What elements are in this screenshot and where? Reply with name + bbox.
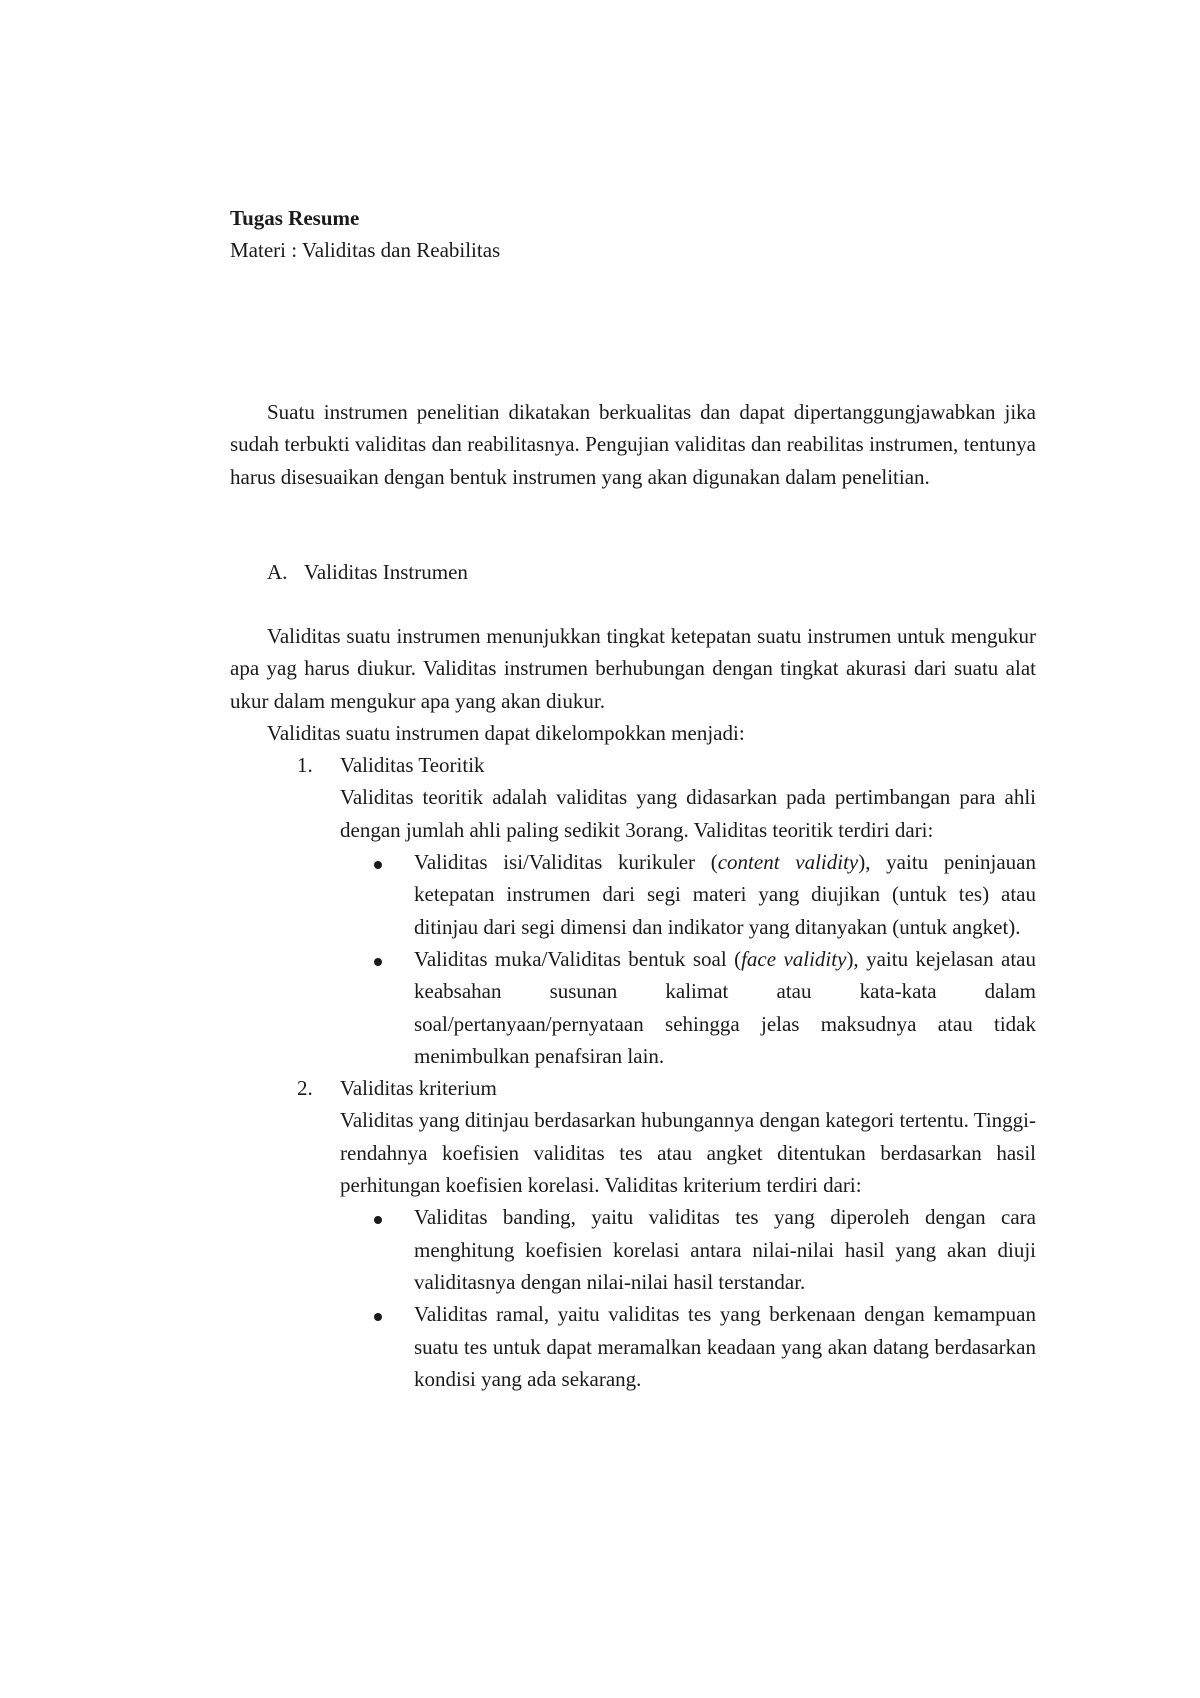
bullet-icon bbox=[374, 1298, 382, 1330]
section-a-body bbox=[230, 620, 1036, 1395]
section-heading: Validitas Instrumen bbox=[304, 560, 468, 584]
list-item-title bbox=[230, 749, 1036, 781]
intro-paragraph: Suatu instrumen penelitian dikatakan berkualitas dan dapat dipertanggungjawabkan jika sudah terbukti validitas dan reabilitasnya. Pengujian validitas dan reabilitas instrumen, tentunya harus disesuaikan dengan bentuk instrumen yang akan digunakan dalam penelitian. bbox=[230, 400, 1036, 489]
bullet-item: Validitas banding, yaitu validitas tes yang diperoleh dengan cara menghitung koefisien korelasi antara nilai-nilai hasil yang akan diuji validitasnya dengan nilai-nilai hasil terstandar. bbox=[230, 1201, 1036, 1298]
bullet-icon bbox=[374, 943, 382, 975]
list-item-desc: Validitas teoritik adalah validitas yang didasarkan pada pertimbangan para ahli dengan jumlah ahli paling sedikit 3orang. Validitas teoritik terdiri dari: bbox=[340, 785, 1036, 842]
bullet-item: Validitas isi/Validitas kurikuler (content validity), yaitu peninjauan ketepatan instrumen dari segi materi yang diujikan (untuk tes) atau ditinjau dari segi dimensi dan indikator yang ditanyakan (untuk angket). bbox=[230, 846, 1036, 943]
list-item-heading: Validitas kriterium bbox=[340, 1076, 497, 1101]
bullet-icon bbox=[374, 1201, 382, 1233]
list-item-title bbox=[230, 1072, 1036, 1104]
bullet-icon bbox=[374, 846, 382, 878]
list-item-heading: Validitas Teoritik bbox=[340, 753, 485, 778]
bullet-item: Validitas muka/Validitas bentuk soal (face validity), yaitu kejelasan atau keabsahan susunan kalimat atau kata-kata dalam soal/pertanyaan/pernyataan sehingga jelas maksudnya atau tidak menimbulkan penafsiran lain. bbox=[230, 943, 1036, 1072]
section-lead: Validitas suatu instrumen dapat dikelompokkan menjadi: bbox=[267, 720, 745, 745]
document-subtitle: Materi : Validitas dan Reabilitas bbox=[230, 238, 501, 263]
section-paragraph: Validitas suatu instrumen menunjukkan tingkat ketepatan suatu instrumen untuk mengukur apa yag harus diukur. Validitas instrumen berhubungan dengan tingkat akurasi dari suatu alat ukur dalam mengukur apa yang akan diukur. bbox=[230, 624, 1036, 713]
list-number: 1. bbox=[297, 753, 313, 778]
section-a-heading bbox=[230, 556, 1036, 588]
bullet-item: Validitas ramal, yaitu validitas tes yang berkenaan dengan kemampuan suatu tes untuk dapat meramalkan keadaan yang akan datang berdasarkan kondisi yang ada sekarang. bbox=[230, 1298, 1036, 1395]
list-number: 2. bbox=[297, 1076, 313, 1101]
section-marker: A. bbox=[267, 560, 288, 584]
list-item-desc: Validitas yang ditinjau berdasarkan hubungannya dengan kategori tertentu. Tinggi-rendahnya koefisien validitas tes atau angket ditentukan berdasarkan hasil perhitungan koefisien korelasi. Validitas kriterium terdiri dari: bbox=[340, 1108, 1036, 1198]
document-header bbox=[230, 202, 1036, 267]
intro-paragraph-block bbox=[230, 396, 1036, 493]
document-title: Tugas Resume bbox=[230, 206, 360, 230]
